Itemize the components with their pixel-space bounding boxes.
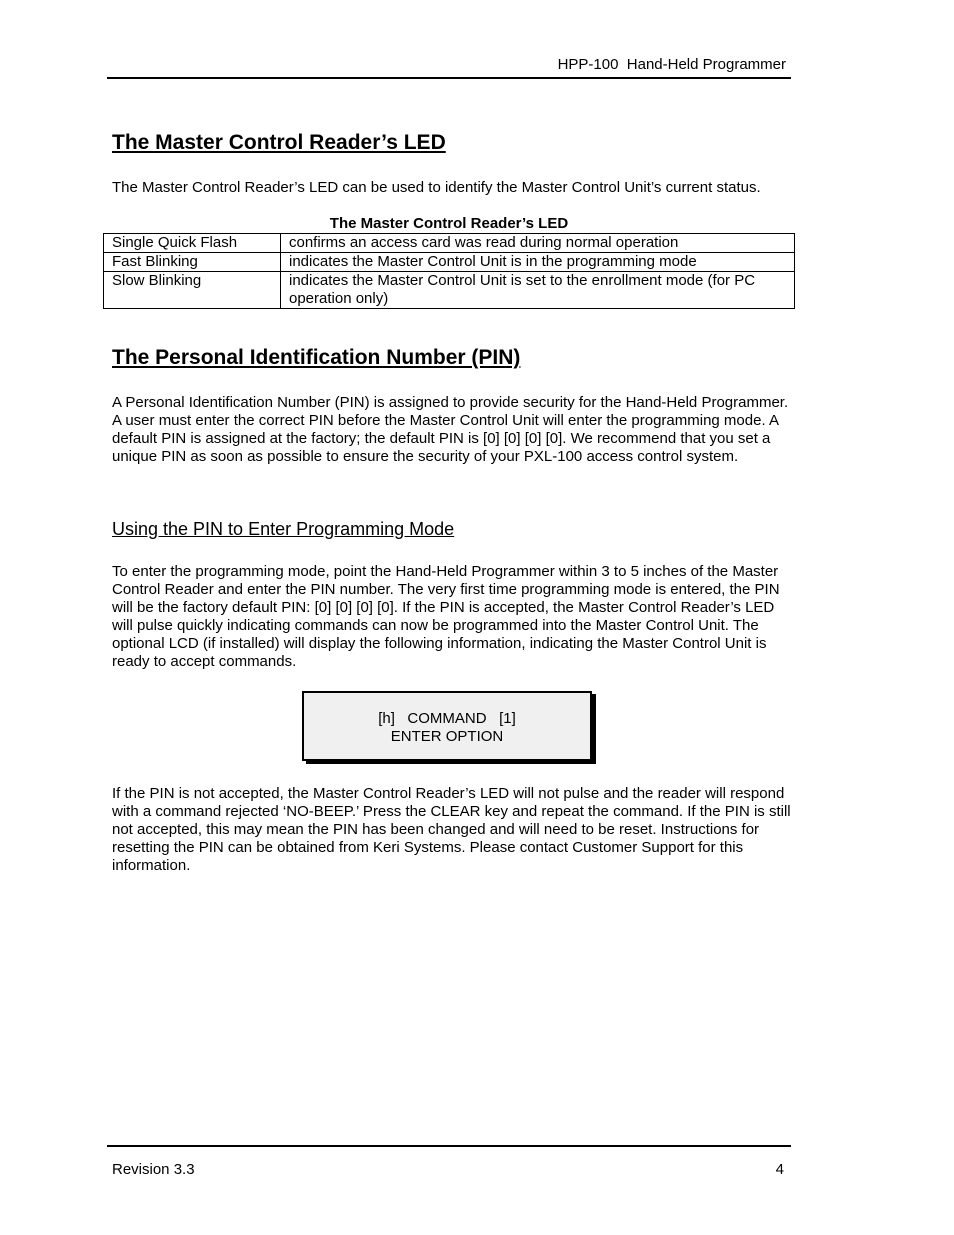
led-meaning-cell: indicates the Master Control Unit is in the programming mode: [281, 252, 795, 271]
led-meaning-cell: confirms an access card was read during normal operation: [281, 234, 795, 253]
table-row: [104, 252, 795, 271]
led-status-table: [103, 233, 795, 309]
revision-label: Revision 3.3: [112, 1161, 195, 1178]
led-state-cell: Fast Blinking: [104, 252, 281, 271]
led-meaning-cell: indicates the Master Control Unit is set to the enrollment mode (for PC operation only): [281, 271, 795, 308]
page-number: 4: [775, 1161, 784, 1178]
subsection-heading: Using the PIN to Enter Programming Mode: [112, 519, 455, 539]
table-row: [104, 234, 795, 253]
table-caption: The Master Control Reader’s LED: [329, 215, 569, 232]
led-state-cell: Single Quick Flash: [104, 234, 281, 253]
programming-mode-paragraph: To enter the programming mode, point the Hand-Held Programmer within 3 to 5 inches of the Master Control Reader and enter the PIN number. The very first time programming mode is entered, the PIN will be the factory default PIN: [0] [0] [0] [0]. If the PIN is accepted, the Master Control Reader’s LED will pulse quickly indicating commands can now be programmed into the Master Control Unit. The optional LCD (if installed) will display the following information, indicating the Master Control Unit is ready to accept commands.: [112, 563, 780, 670]
led-state-cell: Slow Blinking: [104, 271, 281, 308]
header-rule: [107, 77, 791, 79]
lcd-line-1: [h] COMMAND [1]: [378, 710, 516, 727]
lcd-display: [302, 691, 592, 761]
section-heading-pin: The Personal Identification Number (PIN): [112, 346, 521, 369]
section-heading-led: The Master Control Reader’s LED: [112, 131, 446, 154]
pin-paragraph: A Personal Identification Number (PIN) is assigned to provide security for the Hand-Held Programmer. A user must enter the correct PIN before the Master Control Unit will enter the programming mode. A default PIN is assigned at the factory; the default PIN is [0] [0] [0] [0]. We recommend that you set a unique PIN as soon as possible to ensure the security of your PXL-100 access control system.: [112, 394, 789, 465]
pin-rejected-paragraph: If the PIN is not accepted, the Master Control Reader’s LED will not pulse and the reader will respond with a command rejected ‘NO-BEEP.’ Press the CLEAR key and repeat the command. If the PIN is still not accepted, this may mean the PIN has been changed and will need to be reset. Instructions for resetting the PIN can be obtained from Keri Systems. Please contact Customer Support for this information.: [112, 785, 791, 874]
table-row: [104, 271, 795, 308]
footer-rule: [107, 1145, 791, 1147]
lcd-line-2: ENTER OPTION: [390, 728, 504, 745]
running-header: HPP-100 Hand-Held Programmer: [557, 56, 786, 73]
led-intro-paragraph: The Master Control Reader’s LED can be used to identify the Master Control Unit’s current status.: [112, 179, 761, 196]
